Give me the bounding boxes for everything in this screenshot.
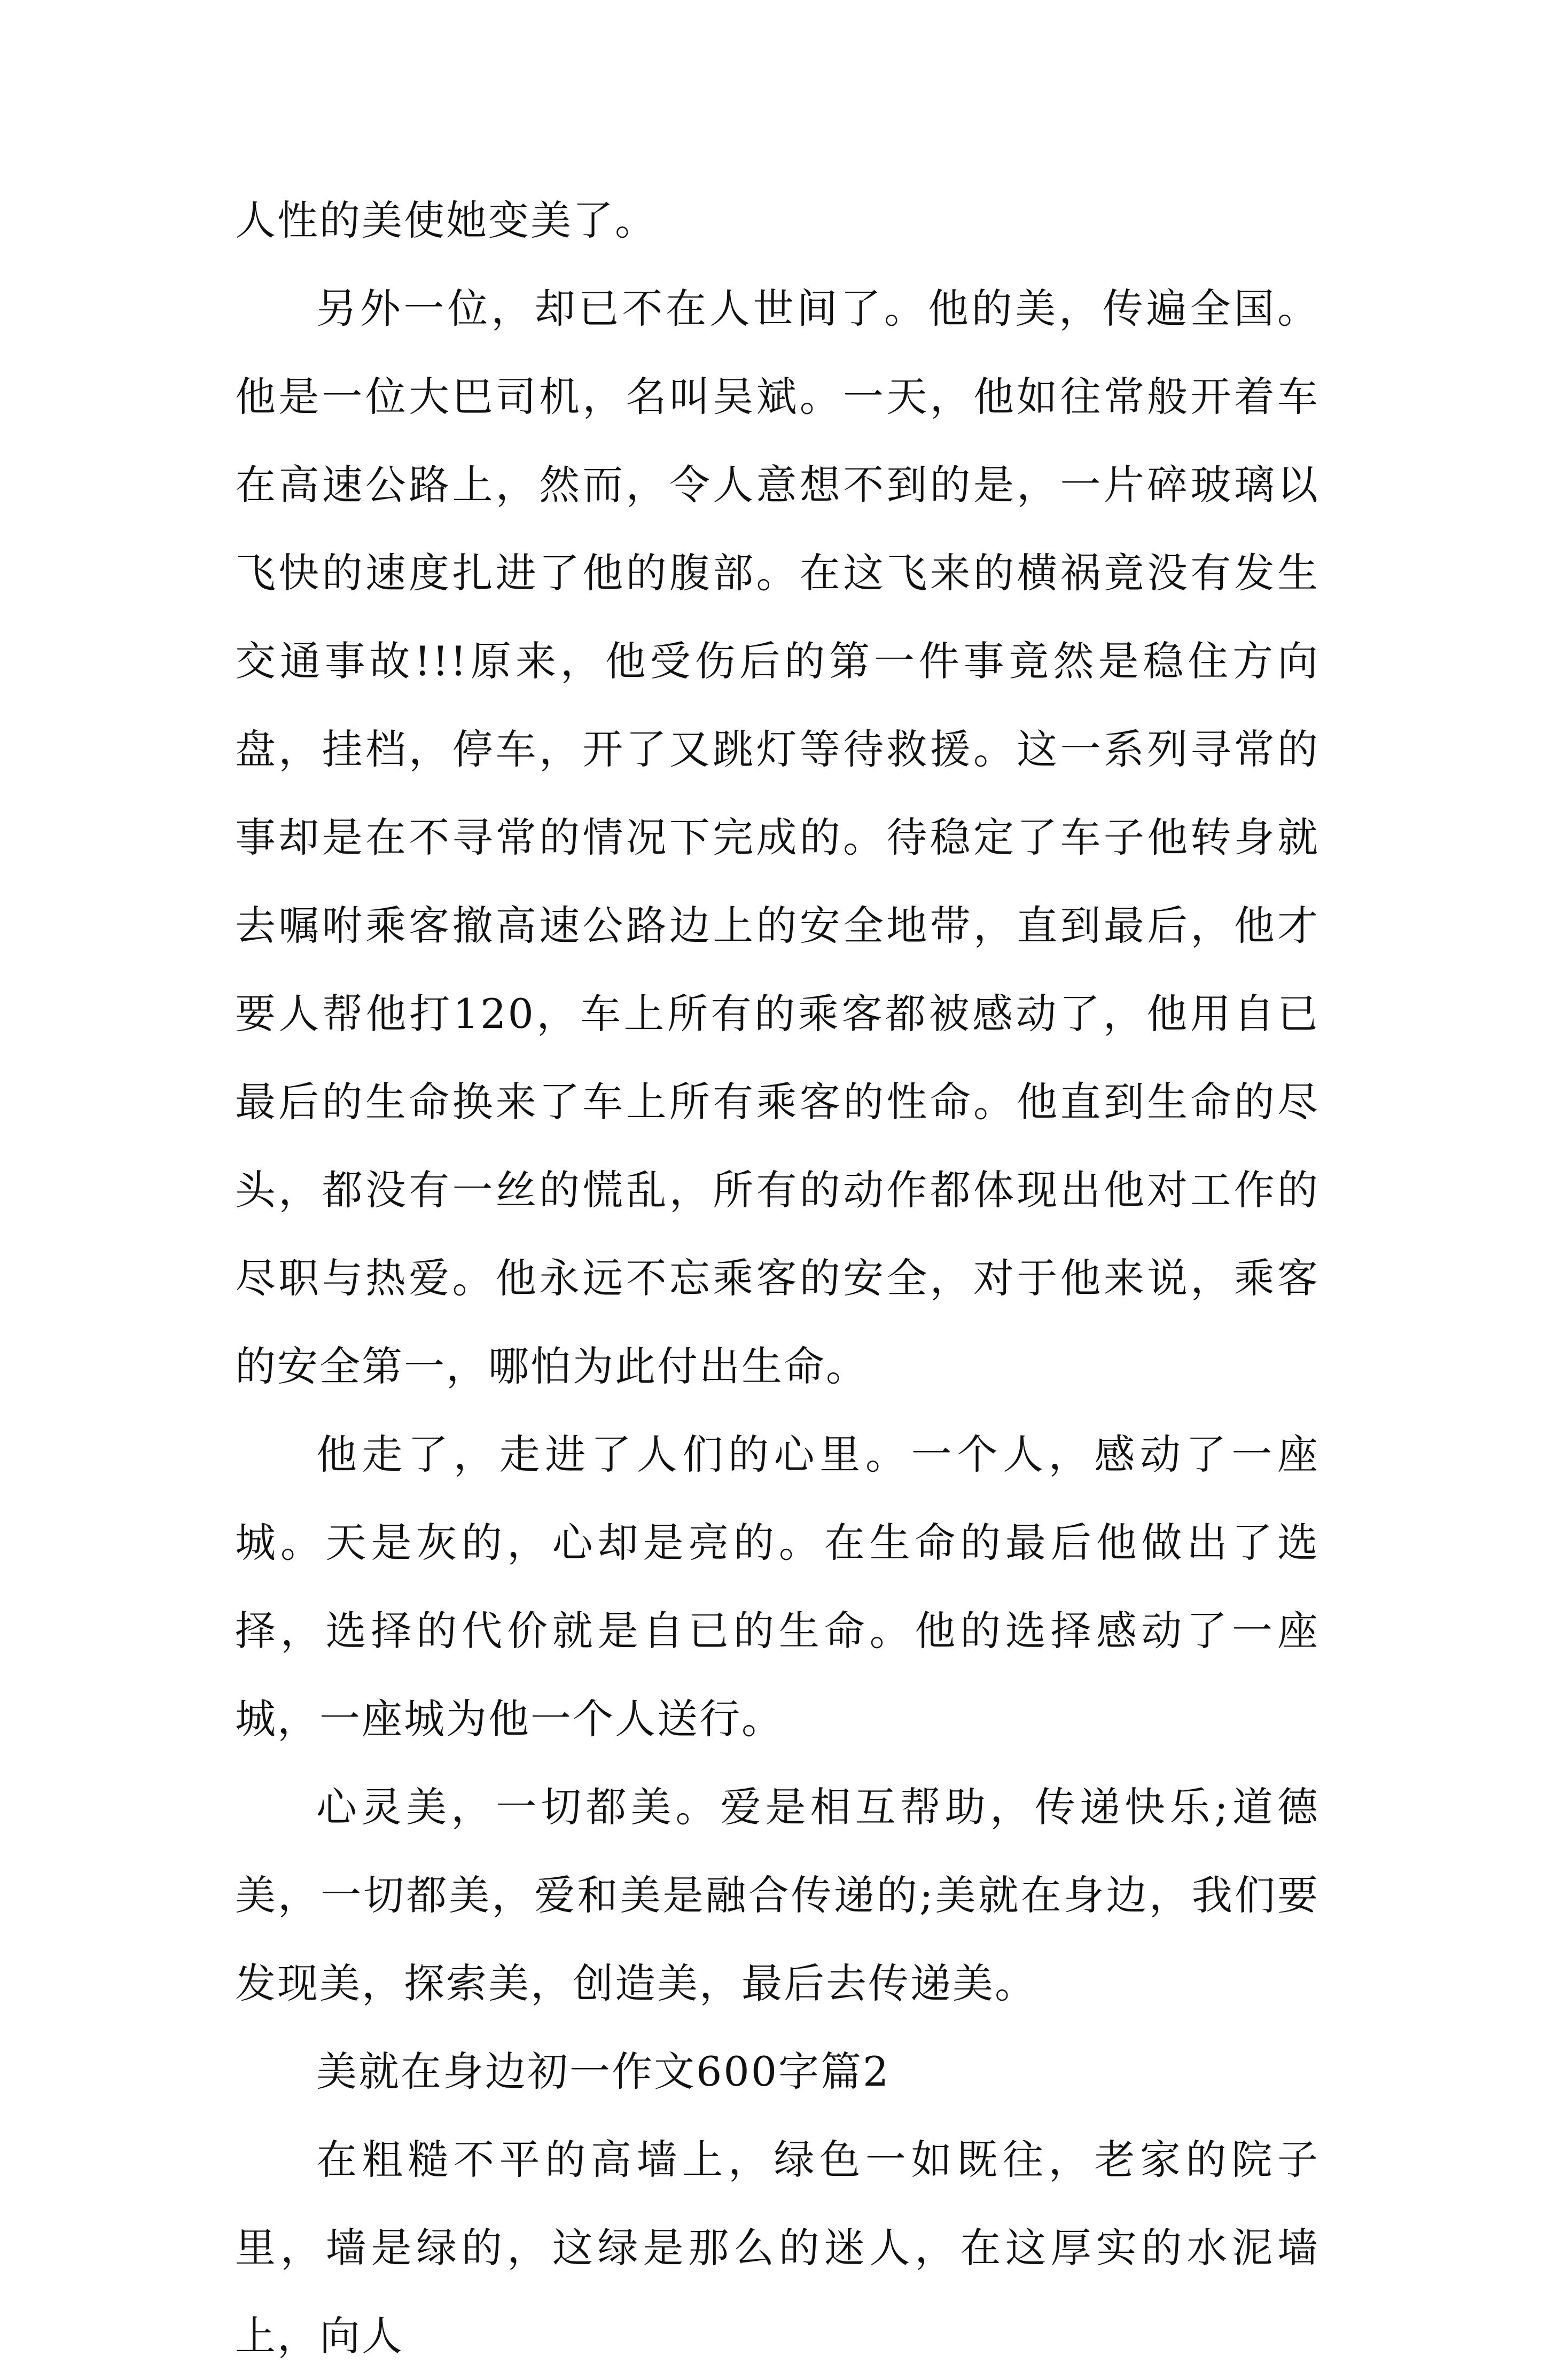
paragraph-3: 他走了，走进了人们的心里。一个人，感动了一座城。天是灰的，心却是亮的。在生命的最后他做出了选择，选择的代价就是自已的生命。他的选择感动了一座城，一座城为他一个人送行。 xyxy=(235,1431,1319,1743)
paragraph-2: 另外一位，却已不在人世间了。他的美，传遍全国。他是一位大巴司机，名叫吴斌。一天，他如往常般开着车在高速公路上，然而，令人意想不到的是，一片碎玻璃以飞快的速度扎进了他的腹部。在这飞来的横祸竟没有发生交通事故!!!原来，他受伤后的第一件事竟然是稳住方向盘，挂档，停车，开了又跳灯等待救援。这一系列寻常的事却是在不寻常的情况下完成的。待稳定了车子他转身就去嘱咐乘客撤高速公路边上的安全地带，直到最后，他才要人帮他打120，车上所有的乘客都被感动了，他用自已最后的生命换来了车上所有乘客的性命。他直到生命的尽头，都没有一丝的慌乱，所有的动作都体现出他对工作的尽职与热爱。他永远不忘乘客的安全，对于他来说，乘客的安全第一，哪怕为此付出生命。 xyxy=(235,285,1319,1390)
paragraph-4: 心灵美，一切都美。爱是相互帮助，传递快乐;道德美，一切都美，爱和美是融合传递的;美就在身边，我们要发现美，探索美，创造美，最后去传递美。 xyxy=(235,1783,1319,2007)
paragraph-1: 人性的美使她变美了。 xyxy=(235,197,657,244)
paragraph-6: 在粗糙不平的高墙上，绿色一如既往，老家的院子里，墙是绿的，这绿是那么的迷人，在这厚实的水泥墙上，向人 xyxy=(235,2136,1319,2360)
section-heading: 美就在身边初一作文600字篇2 xyxy=(316,2048,891,2095)
document-body xyxy=(235,176,1319,2380)
